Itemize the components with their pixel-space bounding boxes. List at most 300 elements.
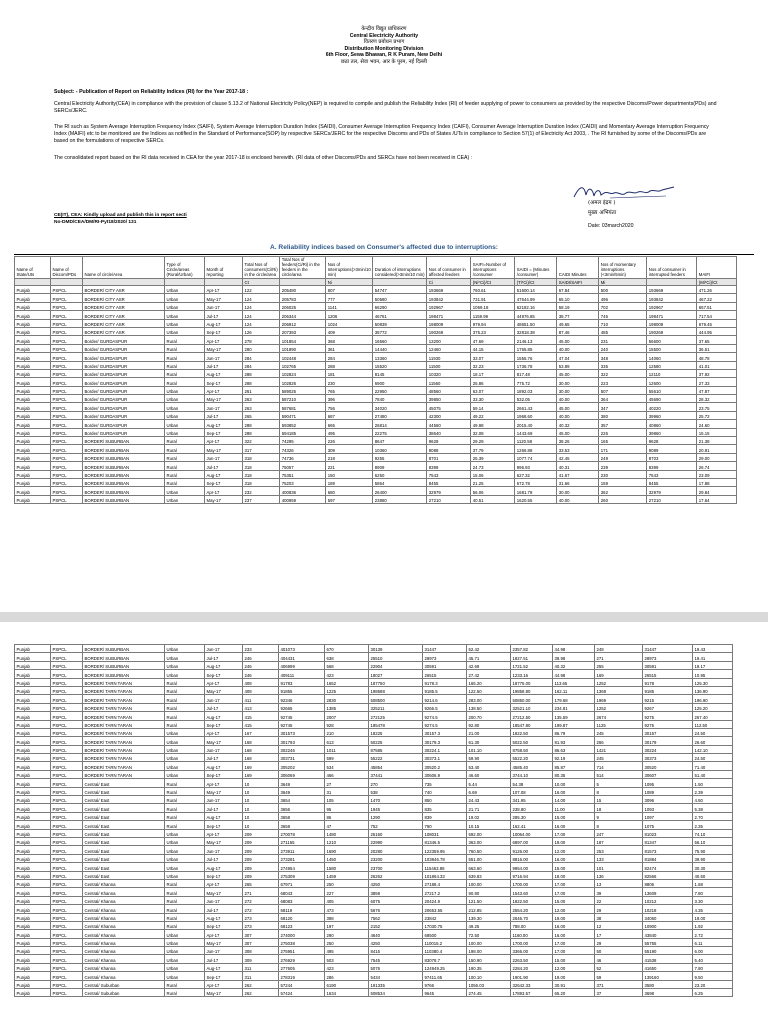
letterhead-hindi-division: वितरण प्रबोधन प्रभाग (363, 39, 405, 46)
cell-caidi: 19.00 (553, 972, 595, 980)
cell-caidi: 12.00 (553, 963, 595, 971)
cell-discom: PSPCL (51, 670, 83, 678)
cell-maifi: 37.65 (697, 336, 737, 344)
cell-affected-consumers: 850 (423, 796, 467, 804)
cell-saidi: 2646.70 (511, 913, 553, 921)
table-row (15, 703, 733, 711)
table-row (15, 779, 733, 787)
cell-circle: Central/ Khanna (83, 905, 165, 913)
cell-saidi: 48651.50 (515, 319, 557, 327)
column-header-circle: Name of circle/Area (83, 257, 165, 279)
cell-saifi: 200.70 (467, 712, 511, 720)
cell-interruptions: 1385 (325, 703, 369, 711)
cell-circle: Central/ Khanna (83, 913, 165, 921)
cell-caidi: 58.19 (557, 302, 599, 310)
cell-caidi: 39.98 (553, 653, 595, 661)
cell-maifi: 125.20 (693, 703, 733, 711)
cell-momentary: 247 (595, 829, 643, 837)
cell-interruptions: 47 (325, 821, 369, 829)
cell-caidi: 17.00 (553, 879, 595, 887)
cell-duration: 25510 (369, 653, 423, 661)
table-row (15, 796, 733, 804)
cell-month: Jun-17 (205, 695, 243, 703)
cell-duration: 270 (369, 779, 423, 787)
cell-consumers: 400836 (280, 487, 326, 495)
cell-maifi: 36.51 (697, 344, 737, 352)
cell-circle: BORDER/ CITY ASR (83, 302, 165, 310)
cell-affected-consumers: 39850 (427, 395, 471, 403)
cell-month: Sep-17 (205, 478, 243, 486)
unit-cell-caidi: SAIDI/SAIFI (557, 279, 599, 286)
cell-state: Punjab (15, 779, 51, 787)
cell-interrupted-consumers: 139160 (643, 972, 693, 980)
cell-month: Jun-17 (205, 302, 243, 310)
cell-feeders: 318 (243, 462, 280, 470)
cell-type: Urban (165, 661, 205, 669)
cell-feeders: 318 (243, 478, 280, 486)
cell-discom: PSPCL (51, 955, 83, 963)
cell-consumers: 91783 (279, 678, 325, 686)
cell-discom: PSPCL (51, 754, 83, 762)
cell-momentary: 223 (599, 378, 647, 386)
cell-interrupted-consumers: 1093 (643, 804, 693, 812)
cell-maifi: 21.38 (697, 437, 737, 445)
cell-state: Punjab (15, 980, 51, 988)
cell-type: Rural (165, 686, 205, 694)
cell-momentary: 187 (595, 837, 643, 845)
cell-saidi: 2284.20 (511, 963, 553, 971)
cell-interruptions: 396 (326, 395, 373, 403)
cell-circle: Central/ East (83, 837, 165, 845)
cell-duration: 8145 (373, 369, 427, 377)
cell-momentary: 1252 (595, 703, 643, 711)
cell-duration: 45854 (369, 762, 423, 770)
cell-affected-consumers: 115463.88 (423, 863, 467, 871)
cell-state: Punjab (15, 686, 51, 694)
cell-consumers: 278319 (279, 972, 325, 980)
cell-affected-consumers: 8455 (427, 478, 471, 486)
cell-caidi: 15.00 (553, 896, 595, 904)
table-row (15, 804, 733, 812)
cell-caidi: 33.53 (557, 445, 599, 453)
cell-feeders: 413 (243, 703, 279, 711)
cell-saidi: 19858.80 (511, 686, 553, 694)
cell-feeders: 10 (243, 812, 279, 820)
cell-interrupted-consumers: 12580 (647, 361, 697, 369)
cell-type: Rural (165, 695, 205, 703)
cell-saifi: 6.69 (467, 787, 511, 795)
cell-interruptions: 250 (325, 879, 369, 887)
cell-interrupted-consumers: 30520 (643, 762, 693, 770)
cell-affected-consumers: 13200 (427, 336, 471, 344)
cell-type: Urban (165, 302, 205, 310)
cell-saifi: 100.00 (467, 879, 511, 887)
cell-interrupted-consumers: 30179 (643, 737, 693, 745)
cell-momentary: 133 (595, 854, 643, 862)
cell-interruptions: 756 (326, 403, 373, 411)
cell-caidi: 40.00 (557, 495, 599, 503)
cell-discom: PSPCL (51, 821, 83, 829)
cell-interrupted-consumers: 55610 (647, 386, 697, 394)
cell-maifi: 467.22 (697, 294, 737, 302)
cell-circle: Border/ GURDASPUR (83, 353, 165, 361)
cell-month: Apr-17 (205, 437, 243, 445)
cell-momentary: 12 (595, 921, 643, 929)
cell-affected-consumers: 30373.1 (423, 754, 467, 762)
cell-interruptions: 495 (326, 428, 373, 436)
cell-circle: Central/ East (83, 846, 165, 854)
cell-caidi: 41.67 (557, 470, 599, 478)
cell-circle: Central/ East (83, 871, 165, 879)
cell-maifi: 7.80 (693, 888, 733, 896)
cell-discom: PSPCL (51, 728, 83, 736)
cell-caidi: 67.84 (557, 286, 599, 294)
cell-interrupted-consumers: 41538 (643, 955, 693, 963)
cell-discom: PSPCL (51, 344, 83, 352)
cell-consumers: 274954 (279, 863, 325, 871)
cell-state: Punjab (15, 495, 51, 503)
cell-consumers: 302246 (279, 745, 325, 753)
cell-discom: PSPCL (51, 378, 83, 386)
cell-state: Punjab (15, 437, 51, 445)
cell-type: Urban (165, 311, 205, 319)
cell-interruptions: 226 (326, 437, 373, 445)
reliability-table-page-2 (14, 644, 733, 997)
cell-saifi: 5.44 (467, 779, 511, 787)
cell-circle: Central/ Khanna (83, 947, 165, 955)
cell-state: Punjab (15, 804, 51, 812)
cell-saidi: 50850.00 (511, 695, 553, 703)
cell-feeders: 246 (243, 670, 279, 678)
cell-interrupted-consumers: 81573 (643, 846, 693, 854)
cell-saidi: 32521.10 (511, 703, 553, 711)
cell-discom: PSPCL (51, 645, 83, 653)
cell-consumers: 277605 (279, 963, 325, 971)
cell-momentary: 347 (599, 403, 647, 411)
cell-discom: PSPCL (51, 762, 83, 770)
cell-feeders: 262 (243, 980, 279, 988)
cell-affected-consumers: 790 (423, 821, 467, 829)
cell-saidi: 1681.78 (515, 487, 557, 495)
cell-saifi: 10.15 (467, 821, 511, 829)
cell-saifi: 25.86 (471, 378, 515, 386)
column-header-affected-consumers: Nos of consumer in affected feeders (427, 257, 471, 279)
cell-feeders: 232 (243, 487, 280, 495)
cell-caidi: 44.98 (553, 670, 595, 678)
cell-duration: 23700 (369, 863, 423, 871)
cell-saidi: 18775.00 (511, 678, 553, 686)
unit-cell-type (165, 279, 205, 286)
cell-interruptions: 221 (326, 462, 373, 470)
cell-maifi: 5.40 (693, 955, 733, 963)
cell-discom: PSPCL (51, 812, 83, 820)
table-row (15, 286, 737, 294)
cell-circle: BORDER/ SUBURBAN (83, 487, 165, 495)
cell-interrupted-consumers: 190269 (647, 327, 697, 335)
cell-consumers: 75203 (280, 478, 326, 486)
cell-circle: Border/ GURDASPUR (83, 369, 165, 377)
cell-maifi: 2.72 (693, 930, 733, 938)
cell-affected-consumers: 9266.5 (423, 703, 467, 711)
cell-maifi: 6.00 (693, 947, 733, 955)
cell-saidi: 5522.20 (511, 754, 553, 762)
cell-interruptions: 568 (325, 661, 369, 669)
cell-state: Punjab (15, 311, 51, 319)
cell-circle: BORDER/ TARN TARAN (83, 712, 165, 720)
cell-month: May-17 (205, 495, 243, 503)
cell-month: Jul-17 (205, 411, 243, 419)
cell-maifi: 75.90 (693, 846, 733, 854)
cell-caidi: 80.35 (553, 770, 595, 778)
cell-caidi: 65.10 (557, 294, 599, 302)
cell-maifi: 48.78 (697, 353, 737, 361)
cell-discom: PSPCL (51, 437, 83, 445)
cell-caidi: 17.00 (553, 938, 595, 946)
cell-saifi: 283.00 (467, 695, 511, 703)
cell-discom: PSPCL (51, 294, 83, 302)
cell-maifi: 112.50 (693, 720, 733, 728)
cell-saidi: 775.72 (515, 378, 557, 386)
cell-caidi: 42.45 (557, 453, 599, 461)
cell-state: Punjab (15, 913, 51, 921)
cell-caidi: 12.00 (553, 905, 595, 913)
table-row (15, 863, 733, 871)
cell-interruptions: 150 (326, 470, 373, 478)
cell-maifi: 679.45 (697, 319, 737, 327)
cell-momentary: 500 (599, 286, 647, 294)
cell-state: Punjab (15, 754, 51, 762)
cell-saidi: 3366.00 (511, 947, 553, 955)
cell-saifi: 21.00 (467, 728, 511, 736)
cell-interrupted-consumers: 193669 (647, 286, 697, 294)
cell-consumers: 275951 (279, 947, 325, 955)
cell-month: Jun-17 (205, 896, 243, 904)
cell-caidi: 16.00 (553, 821, 595, 829)
cell-saidi: 1543.60 (511, 888, 553, 896)
cell-state: Punjab (15, 871, 51, 879)
cell-feeders: 10 (243, 796, 279, 804)
cell-momentary: 271 (595, 653, 643, 661)
cell-feeders: 272 (243, 905, 279, 913)
cell-state: Punjab (15, 353, 51, 361)
cell-duration: 23200 (369, 854, 423, 862)
cell-consumers: 406999 (279, 661, 325, 669)
cell-feeders: 209 (243, 871, 279, 879)
cell-saidi: 47644.99 (515, 294, 557, 302)
cell-saifi: 165.20 (467, 678, 511, 686)
cell-consumers: 57424 (279, 989, 325, 997)
cell-saifi: 760.61 (471, 286, 515, 294)
cell-type: Rural (165, 888, 205, 896)
cell-maifi: 717.54 (697, 311, 737, 319)
cell-feeders: 122 (243, 286, 280, 294)
cell-caidi: 86.63 (553, 745, 595, 753)
cell-circle: Border/ GURDASPUR (83, 411, 165, 419)
cell-type: Urban (165, 411, 205, 419)
cell-momentary: 249 (599, 453, 647, 461)
cell-duration: 325211 (369, 703, 423, 711)
cell-maifi: 37.92 (697, 369, 737, 377)
cell-type: Rural (165, 779, 205, 787)
cell-maifi: 2.70 (693, 812, 733, 820)
cell-duration: 14440 (373, 344, 427, 352)
cell-duration: 5676 (369, 905, 423, 913)
cell-maifi: 1.50 (693, 779, 733, 787)
cell-consumers: 75351 (280, 470, 326, 478)
cell-type: Rural (165, 821, 205, 829)
cell-circle: Border/ GURDASPUR (83, 378, 165, 386)
cell-affected-consumers: 68500 (423, 930, 467, 938)
cell-affected-consumers: 17030.75 (423, 921, 467, 929)
cell-state: Punjab (15, 645, 51, 653)
cell-interruptions: 288 (326, 361, 373, 369)
cell-saifi: 45.71 (467, 653, 511, 661)
cell-interruptions: 423 (325, 963, 369, 971)
table-row (15, 361, 737, 369)
cell-discom: PSPCL (51, 319, 83, 327)
cell-momentary: 380 (599, 411, 647, 419)
cell-discom: PSPCL (51, 703, 83, 711)
cell-saidi: 1120.58 (515, 437, 557, 445)
cell-interruptions: 928 (325, 720, 369, 728)
cell-affected-consumers: 124949.25 (423, 963, 467, 971)
cell-state: Punjab (15, 963, 51, 971)
cell-consumers: 68043 (279, 888, 325, 896)
cell-saidi: 6897.00 (511, 837, 553, 845)
cell-saifi: 101.10 (467, 745, 511, 753)
cell-interrupted-consumers: 1075 (643, 821, 693, 829)
cell-interruptions: 1580 (325, 863, 369, 871)
cell-affected-consumers: 110380.4 (423, 947, 467, 955)
cell-interrupted-consumers: 82474 (643, 863, 693, 871)
table-row (15, 653, 733, 661)
cell-maifi: 26.74 (697, 462, 737, 470)
cell-duration: 25160 (369, 829, 423, 837)
cell-caidi: 65.20 (553, 989, 595, 997)
cell-state: Punjab (15, 462, 51, 470)
cell-state: Punjab (15, 737, 51, 745)
cell-saifi: 49.25 (467, 921, 511, 929)
cell-feeders: 308 (243, 947, 279, 955)
cell-state: Punjab (15, 837, 51, 845)
cell-saidi: 54.38 (511, 779, 553, 787)
cell-affected-consumers: 9645 (423, 989, 467, 997)
cell-month: Jul-17 (205, 462, 243, 470)
cell-duration: 35772 (373, 327, 427, 335)
table-row (15, 386, 737, 394)
cell-circle: Central/ Khanna (83, 972, 165, 980)
cell-caidi: 40.00 (557, 344, 599, 352)
cell-maifi: 41.01 (697, 361, 737, 369)
cell-type: Urban (165, 395, 205, 403)
cell-momentary: 266 (595, 737, 643, 745)
cell-consumers: 400959 (280, 495, 326, 503)
cell-interruptions: 665 (326, 420, 373, 428)
cell-interruptions: 6190 (325, 980, 369, 988)
cell-interruptions: 284 (326, 353, 373, 361)
cell-state: Punjab (15, 670, 51, 678)
cell-discom: PSPCL (51, 302, 83, 310)
cell-type: Urban (165, 930, 205, 938)
cell-state: Punjab (15, 846, 51, 854)
cell-type: Urban (165, 670, 205, 678)
cell-state: Punjab (15, 378, 51, 386)
cell-feeders: 168 (243, 745, 279, 753)
cell-momentary: 496 (599, 294, 647, 302)
cell-consumers: 593852 (280, 420, 326, 428)
cell-caidi: 234.81 (553, 703, 595, 711)
cell-maifi: 1.68 (693, 879, 733, 887)
cell-maifi: 47.87 (697, 386, 737, 394)
table-row (15, 787, 733, 795)
table-row (15, 670, 733, 678)
cell-discom: PSPCL (51, 445, 83, 453)
cell-state: Punjab (15, 661, 51, 669)
cell-interruptions: 1206 (326, 311, 373, 319)
cell-consumers: 404431 (279, 653, 325, 661)
cell-momentary: 357 (599, 420, 647, 428)
cell-discom: PSPCL (51, 336, 83, 344)
cell-caidi: 87.46 (557, 327, 599, 335)
cell-duration: 8909 (373, 462, 427, 470)
cell-consumers: 68119 (279, 905, 325, 913)
column-header-discom: Name of Discom/PDs (51, 257, 83, 279)
cell-discom: PSPCL (51, 411, 83, 419)
cell-maifi: 19.00 (693, 913, 733, 921)
cell-interruptions: 197 (325, 921, 369, 929)
cell-saifi: 150.90 (467, 955, 511, 963)
cell-saifi: 15.06 (471, 470, 515, 478)
cell-month: Apr-17 (205, 336, 243, 344)
cell-interrupted-consumers: 3580 (643, 980, 693, 988)
cell-affected-consumers: 103846.78 (423, 854, 467, 862)
cell-saidi: 32642.33 (511, 980, 553, 988)
cell-circle: Central/ Khanna (83, 963, 165, 971)
cell-type: Rural (165, 989, 205, 997)
cell-type: Rural (165, 445, 205, 453)
cell-saifi: 59.90 (467, 754, 511, 762)
cell-type: Rural (165, 369, 205, 377)
cell-caidi: 85.87 (553, 762, 595, 770)
cell-discom: PSPCL (51, 453, 83, 461)
cell-maifi: 27.33 (697, 378, 737, 386)
table-row (15, 821, 733, 829)
cell-feeders: 261 (243, 386, 280, 394)
unit-cell-state (15, 279, 51, 286)
cell-affected-consumers: 122359.95 (423, 846, 467, 854)
cell-duration: 22990 (369, 837, 423, 845)
table-row (15, 728, 733, 736)
cell-state: Punjab (15, 395, 51, 403)
table-row (15, 462, 737, 470)
cell-momentary: 37 (595, 989, 643, 997)
cell-interruptions: 105 (325, 796, 369, 804)
cell-circle: BORDER/ SUBURBAN (83, 445, 165, 453)
cell-saifi: 40.51 (471, 495, 515, 503)
cell-interruptions: 670 (325, 645, 369, 653)
cell-interruptions: 597 (326, 495, 373, 503)
table-row (15, 913, 733, 921)
cell-type: Rural (165, 470, 205, 478)
cell-type: Urban (165, 495, 205, 503)
cell-momentary: 9 (595, 812, 643, 820)
cell-feeders: 309 (243, 955, 279, 963)
cell-interrupted-consumers: 13609 (643, 888, 693, 896)
cell-consumers: 276929 (279, 955, 325, 963)
cell-circle: Central/ East (83, 863, 165, 871)
cell-state: Punjab (15, 728, 51, 736)
table-row (15, 963, 733, 971)
